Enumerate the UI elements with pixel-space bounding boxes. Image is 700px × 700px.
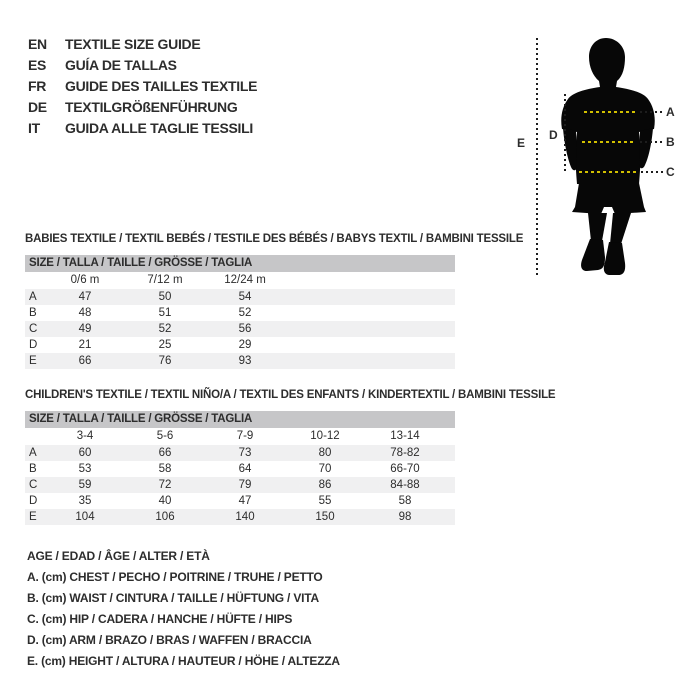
- value-cell: 52: [238, 307, 252, 319]
- children-size-table: [25, 388, 556, 525]
- value-cell: 56: [238, 323, 252, 335]
- value-cell: 104: [75, 511, 95, 523]
- value-cell: 25: [158, 339, 172, 351]
- language-guide-title: GUIDE DES TAILLES TEXTILE: [65, 78, 258, 94]
- language-row: [28, 118, 257, 139]
- value-cell: 50: [158, 291, 172, 303]
- language-code: ES: [28, 57, 47, 73]
- children-table-title: CHILDREN'S TEXTILE / TEXTIL NIÑO/A / TEXTIL DES ENFANTS / KINDERTEXTIL / BAMBINI TESSILE: [25, 389, 556, 401]
- value-cell: 98: [398, 511, 412, 523]
- column-header: 3-4: [76, 430, 94, 442]
- value-cell: 21: [78, 339, 92, 351]
- value-cell: 47: [78, 291, 92, 303]
- language-code: FR: [28, 78, 47, 94]
- value-cell: 52: [158, 323, 172, 335]
- measure-label-A: A: [666, 105, 675, 119]
- child-silhouette: [555, 35, 665, 285]
- value-cell: 66: [78, 355, 92, 367]
- language-guide-title: GUIDA ALLE TAGLIE TESSILI: [65, 120, 253, 136]
- measure-label-C: C: [666, 165, 675, 179]
- column-header: 5-6: [156, 430, 174, 442]
- column-header: 13-14: [390, 430, 420, 442]
- value-cell: 140: [235, 511, 255, 523]
- babies-size-header-bar: SIZE / TALLA / TAILLE / GRÖSSE / TAGLIA: [25, 255, 455, 272]
- value-cell: 76: [158, 355, 172, 367]
- language-code: IT: [28, 120, 40, 136]
- language-row: [28, 76, 257, 97]
- hip-measure-leader-C: [641, 171, 663, 173]
- table-row: [25, 353, 455, 369]
- legend-line: A. (cm) CHEST / PECHO / POITRINE / TRUHE / PETTO: [27, 570, 323, 584]
- language-code: EN: [28, 36, 47, 52]
- legend-line: B. (cm) WAIST / CINTURA / TAILLE / HÜFTUNG / VITA: [27, 591, 319, 605]
- chest-measure-leader-A: [640, 111, 663, 113]
- hip-measure-line-C: [579, 171, 636, 173]
- language-guide-title: TEXTILE SIZE GUIDE: [65, 36, 201, 52]
- legend-line: D. (cm) ARM / BRAZO / BRAS / WAFFEN / BRACCIA: [27, 633, 312, 647]
- row-label: A: [29, 291, 37, 303]
- value-cell: 59: [78, 479, 92, 491]
- value-cell: 40: [158, 495, 172, 507]
- language-row: [28, 97, 257, 118]
- value-cell: 78-82: [390, 447, 420, 459]
- value-cell: 35: [78, 495, 92, 507]
- row-label: C: [29, 479, 38, 491]
- value-cell: 84-88: [390, 479, 420, 491]
- table-row: [25, 289, 455, 305]
- babies-table-title: BABIES TEXTILE / TEXTIL BEBÉS / TESTILE DES BÉBÉS / BABYS TEXTIL / BAMBINI TESSILE: [25, 233, 524, 245]
- value-cell: 70: [318, 463, 332, 475]
- table-row: [25, 493, 455, 509]
- column-header: 7-9: [236, 430, 254, 442]
- arm-measure-line-D: [564, 94, 566, 172]
- column-header: 0/6 m: [70, 274, 100, 286]
- children-size-header-bar: SIZE / TALLA / TAILLE / GRÖSSE / TAGLIA: [25, 411, 455, 428]
- value-cell: 66: [158, 447, 172, 459]
- table-row: [25, 445, 455, 461]
- language-row: [28, 55, 257, 76]
- value-cell: 86: [318, 479, 332, 491]
- table-row: [25, 461, 455, 477]
- babies-column-header-row: [25, 272, 455, 289]
- language-guide-title: TEXTILGRÖßENFÜHRUNG: [65, 99, 238, 115]
- children-column-header-row: [25, 428, 455, 445]
- value-cell: 54: [238, 291, 252, 303]
- value-cell: 49: [78, 323, 92, 335]
- children-table-rows: [25, 445, 455, 525]
- babies-table-rows: [25, 289, 455, 369]
- value-cell: 58: [398, 495, 412, 507]
- row-label: A: [29, 447, 37, 459]
- value-cell: 66-70: [390, 463, 420, 475]
- table-row: [25, 337, 455, 353]
- measure-label-B: B: [666, 135, 675, 149]
- row-label: E: [29, 511, 37, 523]
- value-cell: 47: [238, 495, 252, 507]
- table-row: [25, 477, 455, 493]
- column-header-spacer: [25, 428, 45, 445]
- value-cell: 60: [78, 447, 92, 459]
- row-label: B: [29, 463, 37, 475]
- value-cell: 51: [158, 307, 172, 319]
- row-label: D: [29, 339, 38, 351]
- table-row: [25, 509, 455, 525]
- column-header: 7/12 m: [147, 274, 183, 286]
- row-label: D: [29, 495, 38, 507]
- value-cell: 72: [158, 479, 172, 491]
- legend-line: E. (cm) HEIGHT / ALTURA / HAUTEUR / HÖHE / ALTEZZA: [27, 654, 340, 668]
- row-label: B: [29, 307, 37, 319]
- language-row: [28, 34, 257, 55]
- value-cell: 93: [238, 355, 252, 367]
- language-code: DE: [28, 99, 47, 115]
- row-label: C: [29, 323, 38, 335]
- value-cell: 29: [238, 339, 252, 351]
- value-cell: 79: [238, 479, 252, 491]
- waist-measure-leader-B: [640, 141, 663, 143]
- value-cell: 150: [315, 511, 335, 523]
- value-cell: 64: [238, 463, 252, 475]
- table-row: [25, 321, 455, 337]
- value-cell: 80: [318, 447, 332, 459]
- language-guide-title: GUÍA DE TALLAS: [65, 57, 177, 73]
- chest-measure-line-A: [584, 111, 636, 113]
- value-cell: 106: [155, 511, 175, 523]
- value-cell: 53: [78, 463, 92, 475]
- column-header: 10-12: [310, 430, 340, 442]
- value-cell: 58: [158, 463, 172, 475]
- value-cell: 48: [78, 307, 92, 319]
- legend-line: C. (cm) HIP / CADERA / HANCHE / HÜFTE / HIPS: [27, 612, 293, 626]
- value-cell: 73: [238, 447, 252, 459]
- column-header-spacer: [25, 272, 45, 289]
- measurement-legend: [27, 546, 340, 672]
- height-measure-line-E: [536, 38, 538, 275]
- measure-label-D: D: [549, 128, 558, 142]
- value-cell: 55: [318, 495, 332, 507]
- language-title-list: [28, 34, 257, 139]
- waist-measure-line-B: [582, 141, 636, 143]
- measure-label-E: E: [517, 136, 526, 150]
- row-label: E: [29, 355, 37, 367]
- table-row: [25, 305, 455, 321]
- babies-size-table: [25, 232, 524, 369]
- legend-line: AGE / EDAD / ÂGE / ALTER / ETÀ: [27, 549, 210, 563]
- column-header: 12/24 m: [224, 274, 266, 286]
